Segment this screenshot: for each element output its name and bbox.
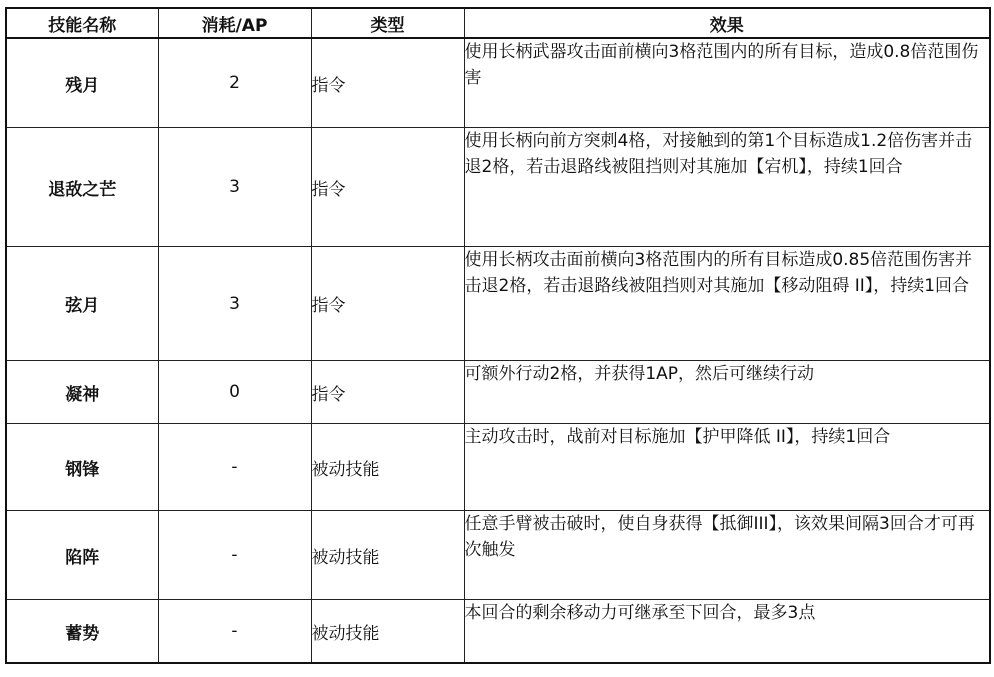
skill-table (5, 7, 991, 664)
ap-cost-cell: 3 (158, 128, 311, 247)
skill-name-cell: 退敌之芒 (6, 128, 158, 247)
table-row (6, 361, 990, 424)
skill-type-cell: 被动技能 (311, 511, 464, 600)
skill-name-cell: 残月 (6, 38, 158, 128)
ap-cost-cell: - (158, 511, 311, 600)
skill-name-cell: 弦月 (6, 247, 158, 361)
ap-cost-cell: 3 (158, 247, 311, 361)
header-skill-name: 技能名称 (6, 8, 158, 38)
table-row (6, 247, 990, 361)
ap-cost-cell: - (158, 600, 311, 664)
table-row (6, 424, 990, 511)
skill-effect-cell: 任意手臂被击破时，使自身获得【抵御III】，该效果间隔3回合才可再次触发 (464, 511, 990, 600)
skill-type-cell: 被动技能 (311, 600, 464, 664)
table-row (6, 511, 990, 600)
header-type: 类型 (311, 8, 464, 38)
skill-type-cell: 指令 (311, 361, 464, 424)
skill-name-cell: 陷阵 (6, 511, 158, 600)
ap-cost-cell: - (158, 424, 311, 511)
skill-effect-cell: 可额外行动2格，并获得1AP，然后可继续行动 (464, 361, 990, 424)
table-row (6, 128, 990, 247)
skill-effect-cell: 使用长柄攻击面前横向3格范围内的所有目标造成0.85倍范围伤害并击退2格，若击退路线被阻挡则对其施加【移动阻碍 II】，持续1回合 (464, 247, 990, 361)
skill-type-cell: 被动技能 (311, 424, 464, 511)
skill-effect-cell: 使用长柄武器攻击面前横向3格范围内的所有目标，造成0.8倍范围伤害 (464, 38, 990, 128)
skill-name-cell: 凝神 (6, 361, 158, 424)
skill-effect-cell: 主动攻击时，战前对目标施加【护甲降低 II】，持续1回合 (464, 424, 990, 511)
header-effect: 效果 (464, 8, 990, 38)
skill-name-cell: 钢锋 (6, 424, 158, 511)
skill-name-cell: 蓄势 (6, 600, 158, 664)
skill-effect-cell: 使用长柄向前方突刺4格，对接触到的第1个目标造成1.2倍伤害并击退2格，若击退路线被阻挡则对其施加【宕机】，持续1回合 (464, 128, 990, 247)
ap-cost-cell: 2 (158, 38, 311, 128)
skill-type-cell: 指令 (311, 38, 464, 128)
header-row (6, 8, 990, 38)
table-row (6, 600, 990, 664)
ap-cost-cell: 0 (158, 361, 311, 424)
table-row (6, 38, 990, 128)
skill-type-cell: 指令 (311, 247, 464, 361)
skill-effect-cell: 本回合的剩余移动力可继承至下回合，最多3点 (464, 600, 990, 664)
header-ap-cost: 消耗/AP (158, 8, 311, 38)
skill-type-cell: 指令 (311, 128, 464, 247)
